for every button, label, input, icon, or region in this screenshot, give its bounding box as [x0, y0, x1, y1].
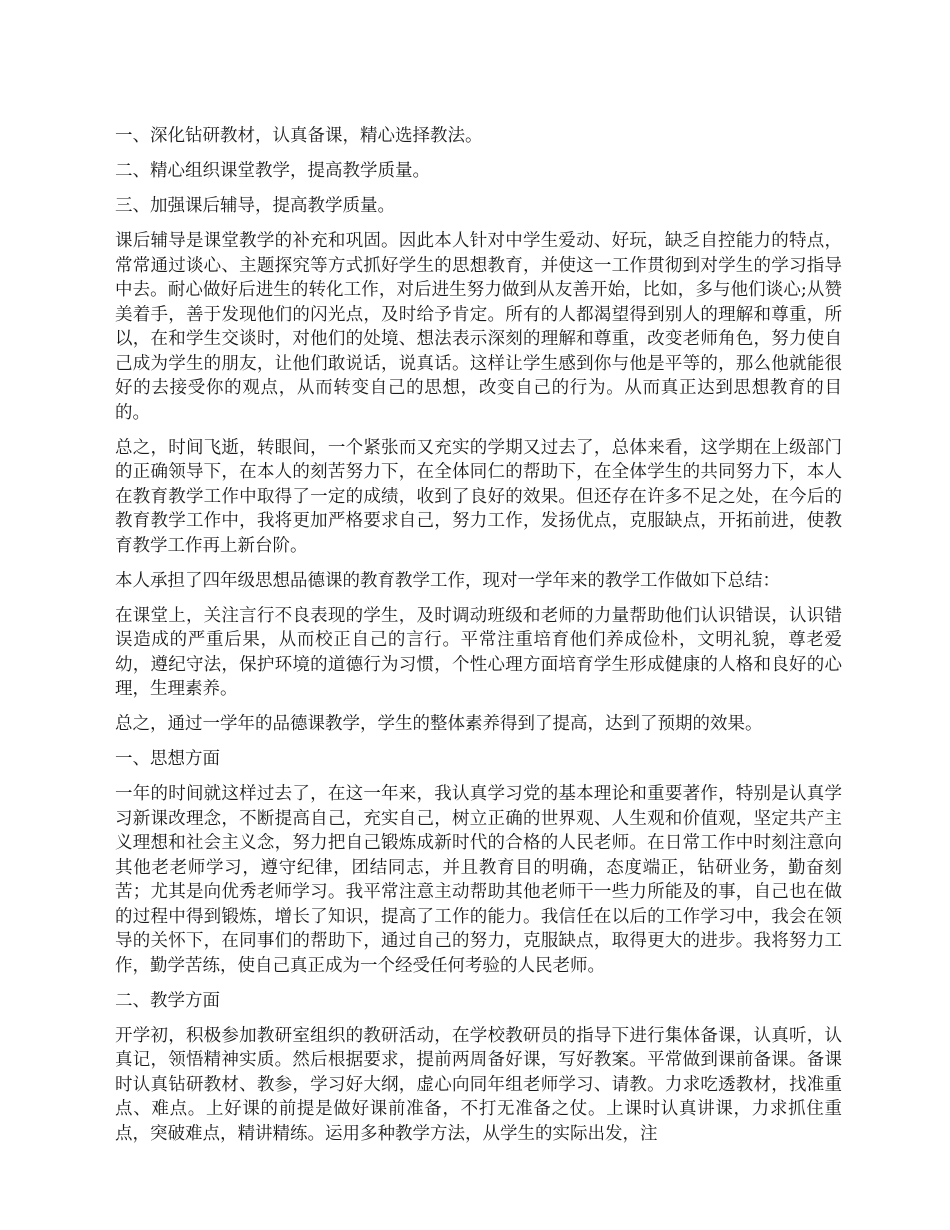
section-heading-ideology: 一、思想方面 — [115, 749, 220, 769]
document-page — [115, 124, 842, 1157]
paragraph-after-class-tutoring: 课后辅导是课堂教学的补充和巩固。因此本人针对中学生爱动、好玩，缺乏自控能力的特点，常常通过谈心、主题探究等方式抓好学生的思想教育，并使这一工作贯彻到对学生的学习指导中去。耐心做好后进生的转化工作，对后进生努力做到从友善开始，比如，多与他们谈心;从赞美着手，善于发现他们的闪光点，及时给予肯定。所有的人都渴望得到别人的理解和尊重，所以，在和学生交谈时，对他们的处境、想法表示深刻的理解和尊重，改变老师角色，努力使自己成为学生的朋友，让他们敢说话，说真话。这样让学生感到你与他是平等的，那么他就能很好的去接受你的观点，从而转变自己的思想，改变自己的行为。从而真正达到思想教育的目的。 — [115, 231, 842, 423]
paragraph-teaching: 开学初，积极参加教研室组织的教研活动，在学校教研员的指导下进行集体备课，认真听，认真记，领悟精神实质。然后根据要求，提前两周备好课，写好教案。平常做到课前备课。备课时认真钻研教材、教参，学习好大纲，虚心向同年组老师学习、请教。力求吃透教材，找准重点、难点。上好课的前提是做好课前准备，不打无准备之仗。上课时认真讲课，力求抓住重点，突破难点，精讲精练。运用多种教学方法，从学生的实际出发，注 — [115, 1025, 842, 1144]
paragraph-moral-education-result: 总之，通过一学年的品德课教学，学生的整体素养得到了提高，达到了预期的效果。 — [115, 714, 763, 734]
paragraph-classroom-behavior: 在课堂上，关注言行不良表现的学生，及时调动班级和老师的力量帮助他们认识错误，认识错误造成的严重后果，从而校正自己的言行。平常注重培育他们养成俭朴，文明礼貌，尊老爱幼，遵纪守法，保护环境的道德行为习惯，个性心理方面培育学生形成健康的人格和良好的心理，生理素养。 — [115, 605, 842, 699]
section-heading-study-materials: 一、深化钻研教材，认真备课，精心选择教法。 — [115, 126, 483, 146]
paragraph-ideology: 一年的时间就这样过去了，在这一年来，我认真学习党的基本理论和重要著作，特别是认真学习新课改理念，不断提高自己，充实自己，树立正确的世界观、人生观和价值观，坚定共产主义理想和社会主义念，努力把自己锻炼成新时代的合格的人民老师。在日常工作中时刻注意向其他老老师学习，遵守纪律，团结同志，并且教育目的明确，态度端正，钻研业务，勤奋刻苦；尤其是向优秀老师学习。我平常注意主动帮助其他老师干一些力所能及的事，自己也在做的过程中得到锻炼，增长了知识，提高了工作的能力。我信任在以后的工作学习中，我会在领导的关怀下，在同事们的帮助下，通过自己的努力，克服缺点，取得更大的进步。我将努力工作，勤学苦练，使自己真正成为一个经受任何考验的人民老师。 — [115, 784, 842, 976]
section-heading-teaching: 二、教学方面 — [115, 990, 220, 1011]
paragraph-semester-summary: 总之，时间飞逝，转眼间，一个紧张而又充实的学期又过去了，总体来看，这学期在上级部门的正确领导下，在本人的刻苦努力下，在全体同仁的帮助下，在全体学生的共同努力下，本人在教育教学工作中取得了一定的成绩，收到了良好的效果。但还存在许多不足之处，在今后的教育教学工作中，我将更加严格要求自己，努力工作，发扬优点，克服缺点，开拓前进，使教育教学工作再上新台阶。 — [115, 437, 842, 556]
paragraph-grade-four-intro: 本人承担了四年级思想品德课的教育教学工作，现对一学年来的教学工作做如下总结： — [115, 570, 780, 591]
section-heading-classroom-teaching: 二、精心组织课堂教学，提高教学质量。 — [115, 161, 430, 181]
section-heading-after-class-tutoring: 三、加强课后辅导，提高教学质量。 — [115, 196, 395, 216]
